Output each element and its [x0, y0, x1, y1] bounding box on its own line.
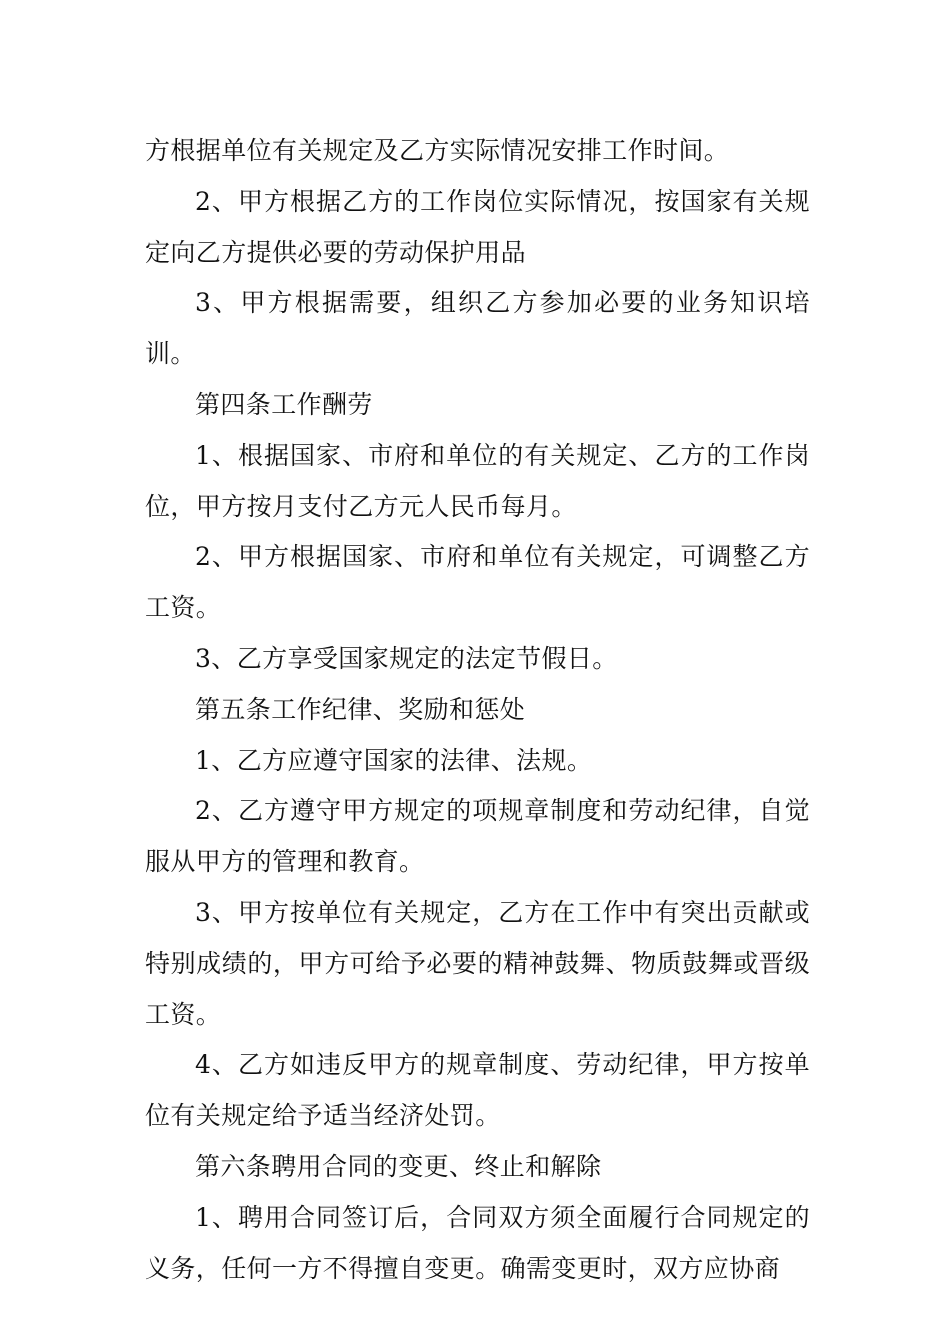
- paragraph-article5-item4: 4、乙方如违反甲方的规章制度、劳动纪律，甲方按单位有关规定给予适当经济处罚。: [145, 1050, 810, 1131]
- document-body: [145, 126, 810, 1294]
- paragraph-article5-item1: 1、乙方应遵守国家的法律、法规。: [195, 745, 593, 775]
- paragraph-article5-item2: 2、乙方遵守甲方规定的项规章制度和劳动纪律，自觉服从甲方的管理和教育。: [145, 796, 810, 877]
- paragraph-article6-item1: 1、聘用合同签订后，合同双方须全面履行合同规定的义务，任何一方不得擅自变更。确需变更时，双方应协商: [145, 1202, 810, 1283]
- paragraph-article4-item3: 3、乙方享受国家规定的法定节假日。: [195, 643, 618, 673]
- paragraph-article4-item2: 2、甲方根据国家、市府和单位有关规定，可调整乙方工资。: [145, 542, 810, 623]
- article5-heading: 第五条工作纪律、奖励和惩处: [195, 694, 526, 724]
- paragraph-continued-work-time: 方根据单位有关规定及乙方实际情况安排工作时间。: [145, 136, 730, 165]
- paragraph-article3-item2: 2、甲方根据乙方的工作岗位实际情况，按国家有关规定向乙方提供必要的劳动保护用品: [145, 186, 810, 267]
- paragraph-article3-item3: 3、甲方根据需要，组织乙方参加必要的业务知识培训。: [145, 288, 810, 369]
- paragraph-article5-item3: 3、甲方按单位有关规定，乙方在工作中有突出贡献或特别成绩的，甲方可给予必要的精神鼓舞、物质鼓舞或晋级工资。: [145, 897, 810, 1029]
- article4-heading: 第四条工作酬劳: [195, 389, 373, 419]
- paragraph-article4-item1: 1、根据国家、市府和单位的有关规定、乙方的工作岗位，甲方按月支付乙方元人民币每月。: [145, 440, 810, 521]
- article6-heading: 第六条聘用合同的变更、终止和解除: [195, 1151, 602, 1181]
